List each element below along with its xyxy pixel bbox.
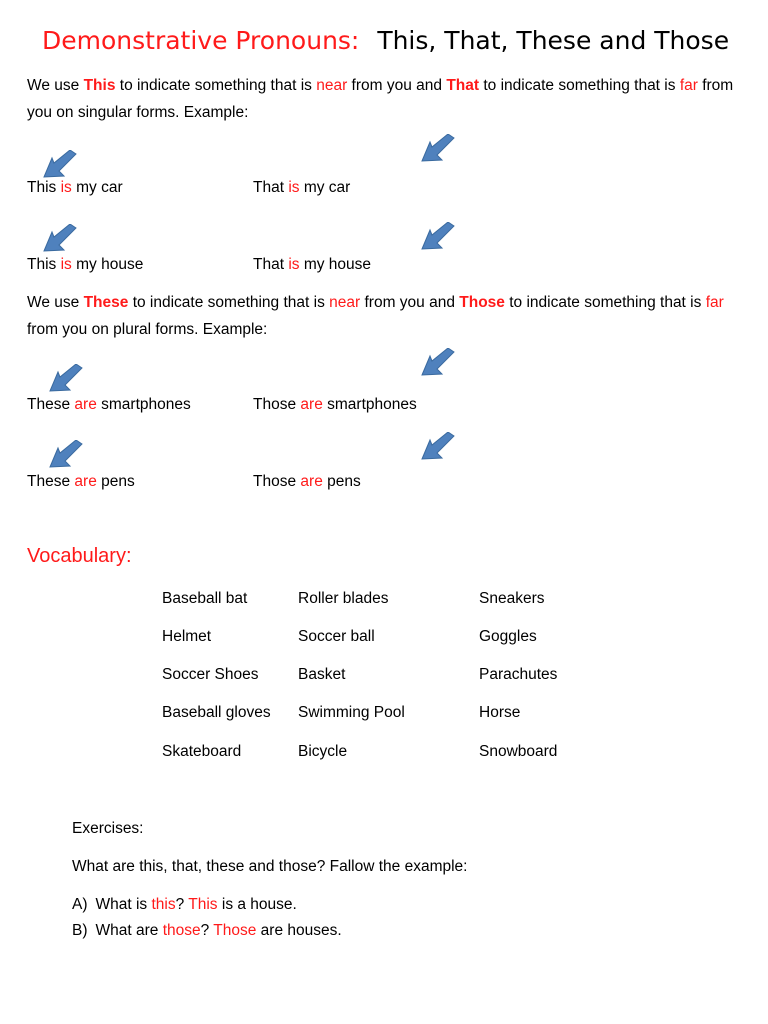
vocab-item: Basket: [298, 666, 346, 683]
text: We use: [27, 294, 84, 311]
title-part2: This, That, These and Those: [377, 26, 730, 55]
text: ?: [200, 922, 214, 939]
pronoun: These: [27, 473, 71, 490]
verb: is: [288, 256, 300, 273]
arrow-down-left-icon: [42, 224, 78, 254]
verb: is: [288, 179, 300, 196]
sentence-rest: smartphones: [96, 396, 191, 413]
title-part1: Demonstrative Pronouns:: [42, 26, 360, 55]
vocab-item: Soccer Shoes: [162, 666, 259, 683]
vocab-item: Skateboard: [162, 743, 242, 760]
sentence-rest: pens: [322, 473, 361, 490]
exercises-instruction: What are this, that, these and those? Fallow the example:: [72, 858, 468, 875]
verb: is: [60, 179, 72, 196]
keyword-near: near: [329, 294, 361, 311]
arrow-down-left-icon: [420, 348, 456, 378]
pronoun: That: [253, 179, 285, 196]
text: is a house.: [217, 896, 297, 913]
verb: are: [74, 396, 97, 413]
vocabulary-title: Vocabulary:: [27, 545, 132, 567]
text: are houses.: [256, 922, 342, 939]
keyword: those: [162, 922, 201, 939]
vocab-item: Soccer ball: [298, 628, 375, 645]
example-sentence: [253, 396, 417, 414]
example-sentence: [253, 256, 371, 274]
verb: are: [300, 396, 323, 413]
example-sentence: [27, 473, 135, 491]
arrow-down-left-icon: [48, 440, 84, 470]
intro-singular-paragraph: [27, 72, 739, 126]
pronoun: These: [27, 396, 71, 413]
exercise-item-a: [72, 896, 297, 914]
keyword: Those: [213, 922, 257, 939]
sentence-rest: smartphones: [322, 396, 417, 413]
verb: are: [74, 473, 97, 490]
keyword-those: Those: [459, 294, 505, 311]
sentence-rest: my car: [299, 179, 351, 196]
example-sentence: [27, 396, 191, 414]
vocab-item: Helmet: [162, 628, 212, 645]
sentence-rest: pens: [96, 473, 135, 490]
vocab-item: Swimming Pool: [298, 704, 405, 721]
pronoun: This: [27, 256, 57, 273]
keyword: this: [151, 896, 176, 913]
example-sentence: [27, 256, 143, 274]
example-sentence: [253, 179, 350, 197]
keyword-far: far: [679, 77, 698, 94]
example-sentence: [27, 179, 123, 197]
text: What are: [95, 922, 163, 939]
intro-plural-paragraph: [27, 289, 739, 343]
text: We use: [27, 77, 84, 94]
arrow-down-left-icon: [420, 134, 456, 164]
arrow-down-left-icon: [48, 364, 84, 394]
arrow-down-left-icon: [420, 432, 456, 462]
sentence-rest: my house: [299, 256, 372, 273]
keyword: This: [188, 896, 218, 913]
verb: is: [60, 256, 72, 273]
text: What is: [95, 896, 152, 913]
example-sentence: [253, 473, 361, 491]
arrow-down-left-icon: [420, 222, 456, 252]
vocab-item: Baseball bat: [162, 590, 248, 607]
text: from you on singular forms. Example:: [27, 77, 734, 121]
sentence-rest: my house: [71, 256, 144, 273]
arrow-down-left-icon: [42, 150, 78, 180]
text: to indicate something that is: [479, 77, 680, 94]
vocab-item: Sneakers: [479, 590, 545, 607]
vocab-item: Snowboard: [479, 743, 558, 760]
item-label: B): [72, 922, 88, 939]
pronoun: Those: [253, 396, 297, 413]
sentence-rest: my car: [71, 179, 123, 196]
vocab-item: Roller blades: [298, 590, 389, 607]
vocab-item: Baseball gloves: [162, 704, 271, 721]
pronoun: This: [27, 179, 57, 196]
keyword-these: These: [83, 294, 129, 311]
text: to indicate something that is: [115, 77, 317, 94]
text: from you on plural forms. Example:: [27, 321, 268, 338]
keyword-that: That: [446, 77, 480, 94]
text: to indicate something that is: [128, 294, 330, 311]
vocab-item: Horse: [479, 704, 521, 721]
vocab-item: Parachutes: [479, 666, 558, 683]
item-label: A): [72, 896, 88, 913]
pronoun: That: [253, 256, 285, 273]
keyword-near: near: [316, 77, 348, 94]
keyword-far: far: [705, 294, 724, 311]
exercise-item-b: [72, 922, 342, 940]
text: from you and: [347, 77, 447, 94]
pronoun: Those: [253, 473, 297, 490]
vocab-item: Bicycle: [298, 743, 348, 760]
text: to indicate something that is: [504, 294, 706, 311]
keyword-this: This: [83, 77, 116, 94]
exercises-heading: Exercises:: [72, 820, 144, 837]
page-title: [42, 26, 729, 55]
verb: are: [300, 473, 323, 490]
vocab-item: Goggles: [479, 628, 537, 645]
text: ?: [175, 896, 189, 913]
text: from you and: [360, 294, 460, 311]
